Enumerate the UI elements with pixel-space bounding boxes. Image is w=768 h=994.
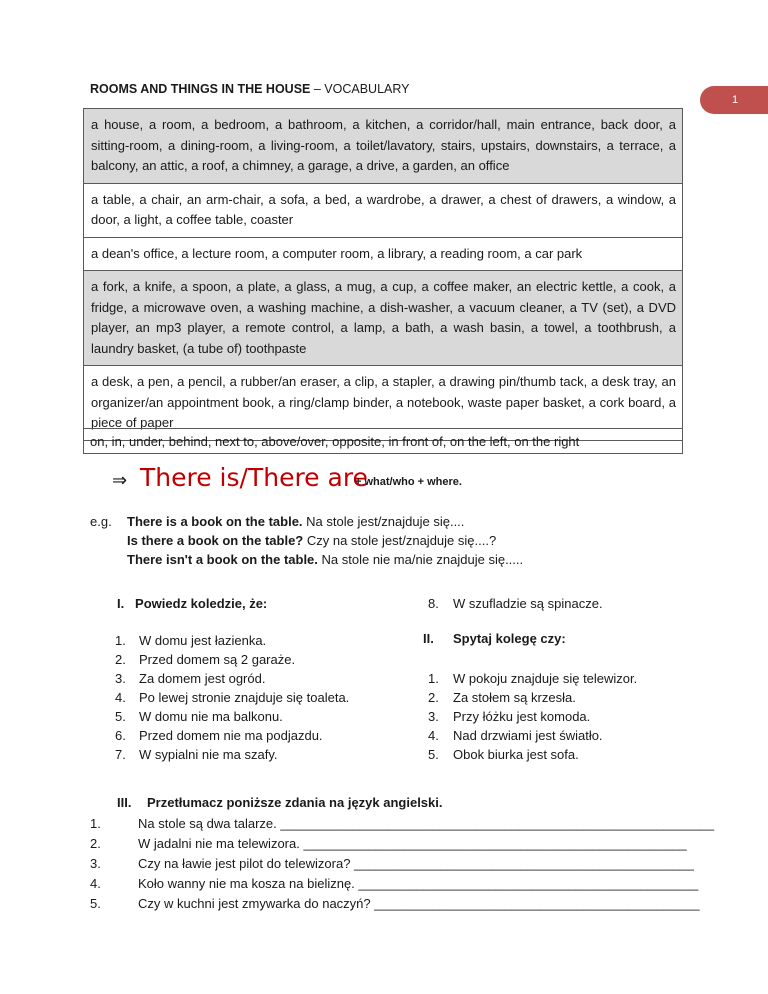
example-label: e.g. — [90, 514, 112, 529]
vocab-office-items: a desk, a pen, a pencil, a rubber/an eraser, a clip, a stapler, a drawing pin/thumb tack, a desk tray, an organizer/an appointment book, a ring/clamp binder, a notebook, waste paper basket, a cork board, a piece of paper — [91, 374, 676, 430]
vocabulary-box — [83, 108, 683, 441]
list-item: 4. Koło wanny nie ma kosza na bieliznę. _______________________________________________ — [90, 876, 699, 891]
list-item: 6. Przed domem nie ma podjazdu. — [115, 728, 323, 743]
exercise3-list — [90, 814, 715, 914]
list-item: 1. Na stole są dwa talarze. ____________________________________________________________ — [90, 816, 715, 831]
list-item: 5. Czy w kuchni jest zmywarka do naczyń? _____________________________________________ — [90, 896, 700, 911]
structure-suffix: + what/who + where. — [355, 476, 462, 488]
vocab-household-items: a fork, a knife, a spoon, a plate, a glass, a mug, a cup, a coffee maker, an electric kettle, a cook, a fridge, a microwave oven, a washing machine, a dish-washer, a vacuum cleaner, a TV (set), a DVD player, an mp3 player, a remote control, a lamp, a bath, a wash basin, a towel, a toothbrush, a laundry basket, (a tube of) toothpaste — [84, 271, 682, 366]
example-line: There is a book on the table. Na stole jest/znajduje się.... — [127, 514, 465, 529]
vocab-furniture: a table, a chair, an arm-chair, a sofa, a bed, a wardrobe, a drawer, a chest of drawers, a window, a door, a light, a coffee table, coaster — [84, 184, 682, 238]
vocab-rooms: a house, a room, a bedroom, a bathroom, a kitchen, a corridor/hall, main entrance, back door, a sitting-room, a dining-room, a living-room, a toilet/lavatory, stairs, upstairs, downstairs, a terrace, a balcony, an attic, a roof, a chimney, a garage, a drive, a garden, an office — [84, 109, 682, 184]
example-line: There isn't a book on the table. Na stole nie ma/nie znajduje się..... — [127, 552, 524, 567]
list-item: 5. W domu nie ma balkonu. — [115, 709, 283, 724]
page-number-badge: 1 — [700, 86, 768, 114]
exercise3-heading: Przetłumacz poniższe zdania na język angielski. — [147, 795, 443, 810]
list-item: 3. Przy łóżku jest komoda. — [428, 709, 591, 724]
list-item: 7. W sypialni nie ma szafy. — [115, 747, 278, 762]
example-line: Is there a book on the table? Czy na stole jest/znajduje się....? — [127, 533, 497, 548]
list-item: 4. Po lewej stronie znajduje się toaleta. — [115, 690, 350, 705]
list-item: 3. Czy na ławie jest pilot do telewizora? _______________________________________________ — [90, 856, 694, 871]
exercise1-heading: I. Powiedz koledzie, że: — [117, 596, 268, 611]
exercise1-list — [115, 631, 415, 764]
list-item: 1. W pokoju znajduje się telewizor. — [428, 671, 638, 686]
prepositions-box: on, in, under, behind, next to, above/over, opposite, in front of, on the left, on the right — [83, 428, 683, 454]
list-item: 2. Za stołem są krzesła. — [428, 690, 576, 705]
list-item: 4. Nad drzwiami jest światło. — [428, 728, 603, 743]
exercise2-numeral: II. — [423, 631, 434, 646]
structure-phrase: There is/There are — [140, 463, 368, 492]
exercise2-list — [428, 669, 688, 764]
exercise3-numeral: III. — [117, 795, 132, 810]
exercise2-heading: Spytaj kolegę czy: — [453, 631, 566, 646]
list-item: 5. Obok biurka jest sofa. — [428, 747, 579, 762]
document-title: ROOMS AND THINGS IN THE HOUSE – VOCABULARY — [90, 82, 410, 96]
arrow-icon: ⇒ — [112, 470, 128, 491]
vocab-university: a dean's office, a lecture room, a computer room, a library, a reading room, a car park — [84, 238, 682, 272]
list-item: 2. W jadalni nie ma telewizora. _____________________________________________________ — [90, 836, 687, 851]
list-item: 3. Za domem jest ogród. — [115, 671, 266, 686]
list-item: 1. W domu jest łazienka. — [115, 633, 267, 648]
list-item: 2. Przed domem są 2 garaże. — [115, 652, 296, 667]
exercise1-item-8: 8. W szufladzie są spinacze. — [428, 596, 603, 611]
